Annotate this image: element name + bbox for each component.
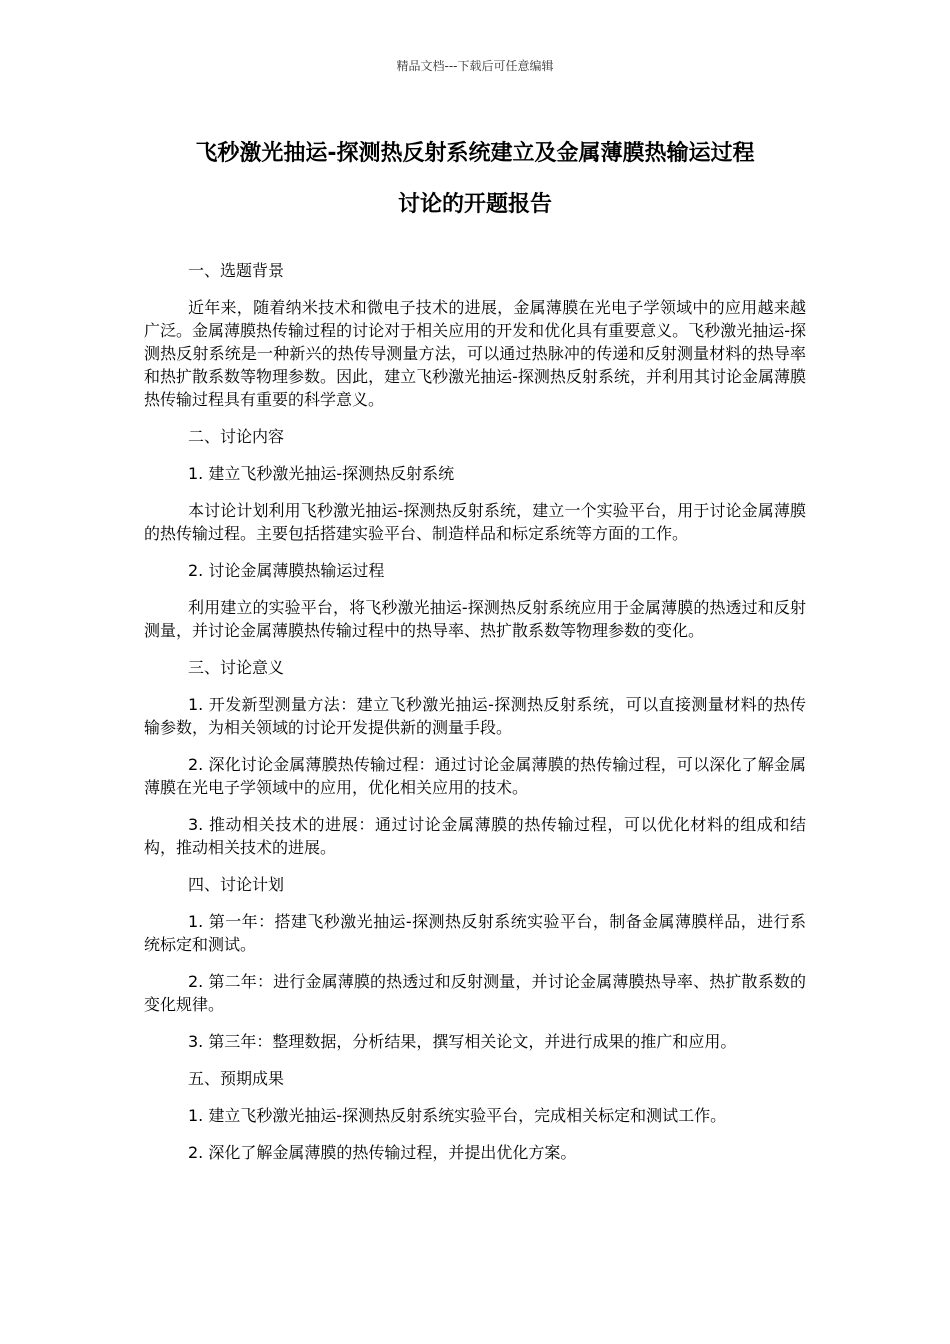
section-heading-significance: 三、讨论意义	[188, 658, 285, 677]
paragraph-outcome-2: 2. 深化了解金属薄膜的热传输过程，并提出优化方案。	[188, 1143, 577, 1162]
header-note: 精品文档---下载后可任意编辑	[396, 59, 554, 73]
section-heading-outcomes: 五、预期成果	[188, 1069, 285, 1088]
paragraph-plan-year-2: 2. 第二年：进行金属薄膜的热透过和反射测量，并讨论金属薄膜热导率、热扩散系数的变化规律。	[144, 972, 806, 1014]
document-body	[144, 259, 806, 1178]
paragraph-plan-year-1: 1. 第一年：搭建飞秒激光抽运-探测热反射系统实验平台，制备金属薄膜样品，进行系统标定和测试。	[144, 912, 806, 954]
paragraph-outcome-1: 1. 建立飞秒激光抽运-探测热反射系统实验平台，完成相关标定和测试工作。	[188, 1106, 727, 1125]
paragraph-plan-year-3: 3. 第三年：整理数据，分析结果，撰写相关论文，并进行成果的推广和应用。	[188, 1032, 737, 1051]
paragraph-significance-1: 1. 开发新型测量方法：建立飞秒激光抽运-探测热反射系统，可以直接测量材料的热传输参数，为相关领域的讨论开发提供新的测量手段。	[144, 695, 806, 737]
section-heading-plan: 四、讨论计划	[188, 875, 285, 894]
paragraph-significance-3: 3. 推动相关技术的进展：通过讨论金属薄膜的热传输过程，可以优化材料的组成和结构，推动相关技术的进展。	[144, 815, 806, 857]
subheading-thermal-transport: 2. 讨论金属薄膜热输运过程	[188, 561, 385, 580]
paragraph-thermal-transport: 利用建立的实验平台，将飞秒激光抽运-探测热反射系统应用于金属薄膜的热透过和反射测量，并讨论金属薄膜热传输过程中的热导率、热扩散系数等物理参数的变化。	[144, 598, 806, 640]
paragraph-background: 近年来，随着纳米技术和微电子技术的进展，金属薄膜在光电子学领域中的应用越来越广泛。金属薄膜热传输过程的讨论对于相关应用的开发和优化具有重要意义。飞秒激光抽运-探测热反射系统是一种新兴的热传导测量方法，可以通过热脉冲的传递和反射测量材料的热导率和热扩散系数等物理参数。因此，建立飞秒激光抽运-探测热反射系统，并利用其讨论金属薄膜热传输过程具有重要的科学意义。	[144, 298, 806, 409]
title-line-2: 讨论的开题报告	[397, 192, 552, 217]
paragraph-significance-2: 2. 深化讨论金属薄膜热传输过程：通过讨论金属薄膜的热传输过程，可以深化了解金属薄膜在光电子学领域中的应用，优化相关应用的技术。	[144, 755, 806, 797]
section-heading-content: 二、讨论内容	[188, 427, 285, 446]
title-line-1: 飞秒激光抽运-探测热反射系统建立及金属薄膜热输运过程	[195, 141, 755, 166]
subheading-build-system: 1. 建立飞秒激光抽运-探测热反射系统	[188, 464, 455, 483]
paragraph-build-system: 本讨论计划利用飞秒激光抽运-探测热反射系统，建立一个实验平台，用于讨论金属薄膜的热传输过程。主要包括搭建实验平台、制造样品和标定系统等方面的工作。	[144, 501, 806, 543]
section-heading-background: 一、选题背景	[188, 261, 285, 280]
